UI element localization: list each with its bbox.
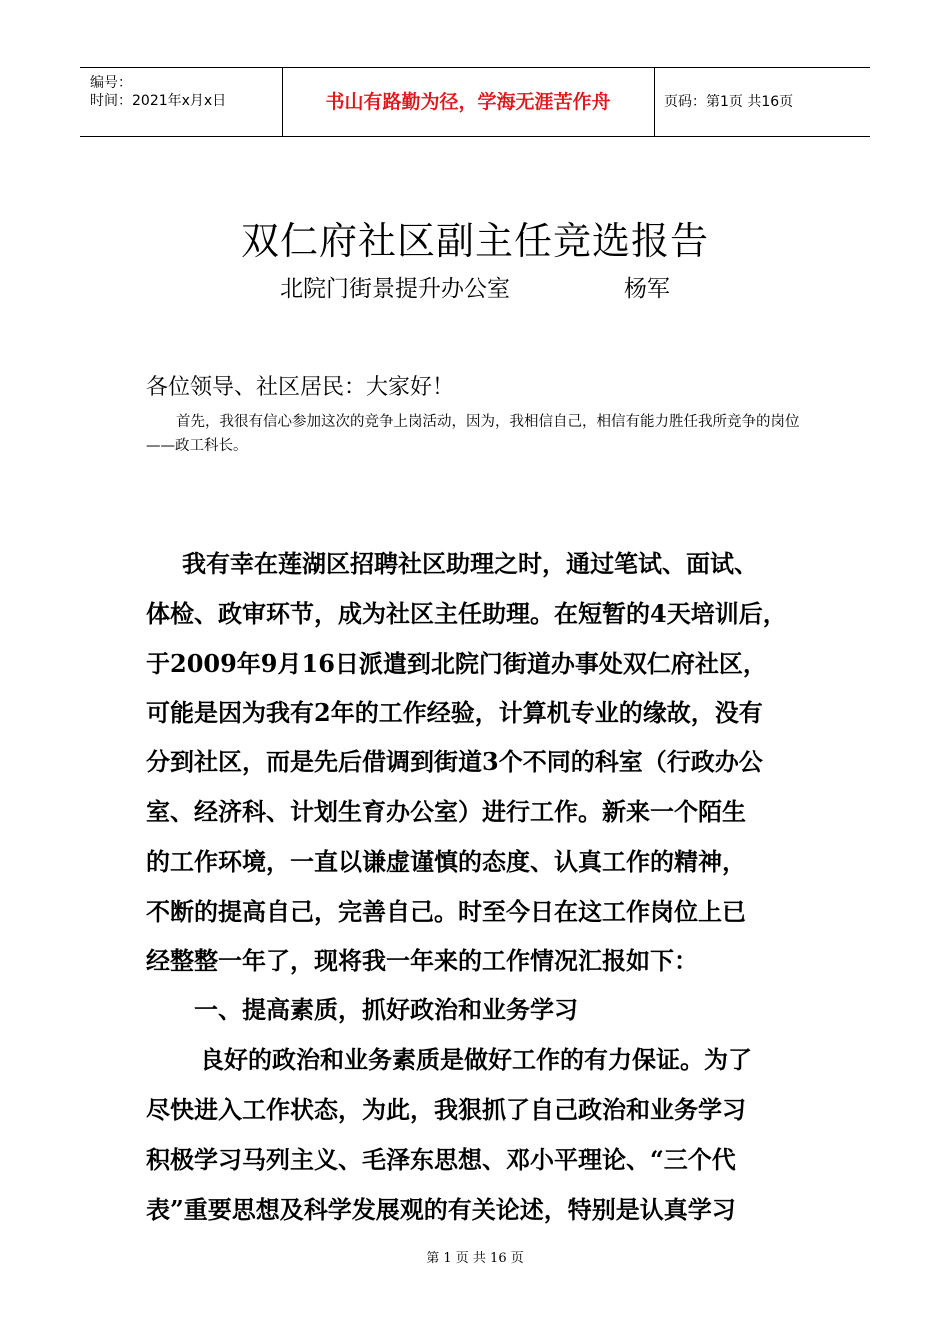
time-label: 时间：2021年x月x日 [90,93,227,109]
body-line: 积极学习马列主义、毛泽东思想、邓小平理论、“三个代 [146,1145,736,1174]
header-page-info: 页码：第1页 共16页 [664,94,794,110]
body-line: 不断的提高自己，完善自己。时至今日在这工作岗位上已 [146,897,746,926]
author: 杨军 [624,276,670,302]
header-meta [90,74,226,110]
body-line: 室、经济科、计划生育办公室）进行工作。新来一个陌生 [146,797,746,826]
body-line: 我有幸在莲湖区招聘社区助理之时，通过笔试、面试、 [182,549,758,578]
page-header [80,67,870,137]
body-line: 可能是因为我有2年的工作经验，计算机专业的缘故，没有 [146,698,763,727]
body-line: 尽快进入工作状态，为此，我狠抓了自己政治和业务学习 [146,1095,746,1124]
body-line: 的工作环境，一直以谦虚谨慎的态度、认真工作的精神， [146,847,746,876]
body-line: 分到社区，而是先后借调到街道3个不同的科室（行政办公 [146,747,763,776]
body-line: 于2009年9月16日派遣到北院门街道办事处双仁府社区， [146,649,767,678]
section-heading: 一、提高素质，抓好政治和业务学习 [194,995,578,1024]
greeting: 各位领导、社区居民：大家好！ [146,375,455,400]
body-line: 经整整一年了，现将我一年来的工作情况汇报如下： [146,946,698,975]
intro-paragraph [146,410,826,458]
header-motto: 书山有路勤为径，学海无涯苦作舟 [325,91,611,113]
body-line: 体检、政审环节，成为社区主任助理。在短暂的4天培训后， [146,599,787,628]
body-line: 良好的政治和业务素质是做好工作的有力保证。为了 [200,1045,752,1074]
body-line: 表”重要思想及科学发展观的有关论述，特别是认真学习 [146,1195,736,1224]
page-footer: 第 1 页 共 16 页 [426,1251,524,1266]
department: 北院门街景提升办公室 [280,276,510,302]
number-label: 编号： [90,75,132,91]
header-divider [654,68,655,136]
document-title: 双仁府社区副主任竞选报告 [240,219,709,263]
intro-text: 首先，我很有信心参加这次的竞争上岗活动，因为，我相信自己，相信有能力胜任我所竞争的岗位——政工科长。 [146,414,800,454]
